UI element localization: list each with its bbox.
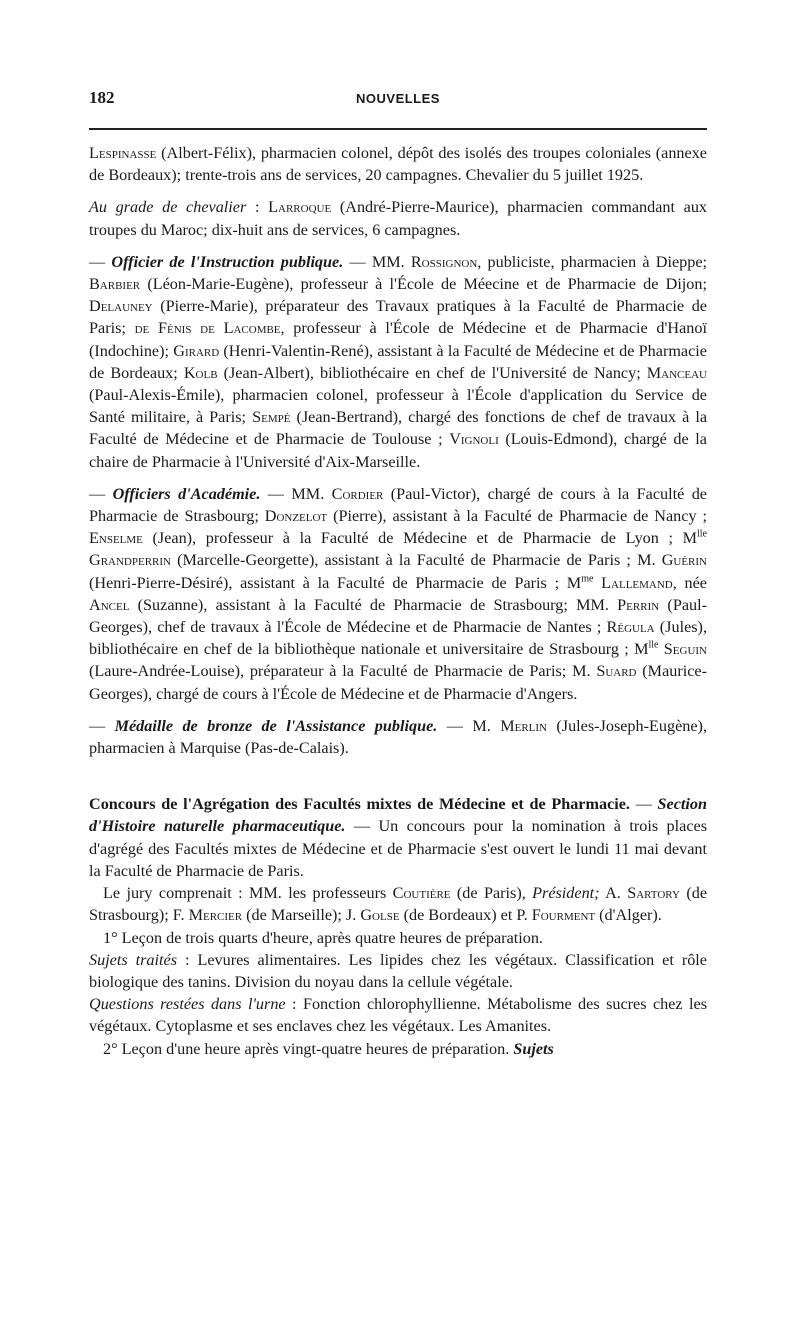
paragraph-lecon-2: 2° Leçon d'une heure après vingt-quatre heures de préparation. Sujets xyxy=(103,1039,554,1058)
paragraph-sujets-traites: Sujets traités : Levures alimentaires. Les lipides chez les végétaux. Classification et rôle biologique des tanins. Division du noyau dans la cellule végétale. xyxy=(89,950,707,991)
paragraph-chevalier: Au grade de chevalier : Larroque (André-Pierre-Maurice), pharmacien commandant aux troupes du Maroc; dix-huit ans de services, 6 campagnes. xyxy=(89,198,708,239)
document-page xyxy=(89,88,707,1060)
paragraph-lespinasse: Lespinasse (Albert-Félix), pharmacien colonel, dépôt des isolés des troupes coloniales (annexe de Bordeaux); trente-trois ans de services, 20 campagnes. Chevalier du 5 juillet 1925. xyxy=(89,144,707,185)
section-heading: Officiers d'Académie. xyxy=(112,484,261,503)
paragraph-instruction-publique: — Officier de l'Instruction publique. — MM. Rossignon, publiciste, pharmacien à Dieppe; Barbier (Léon-Marie-Eugène), professeur à l'École de Méecine et de Pharmacie de Dijon; Delauney (Pierre-Marie), préparateur des Travaux pratiques à la Faculté de Pharmacie de Paris; de Fénis de Lacombe, professeur à l'École de Médecine et de Pharmacie d'Hanoï (Indochine); Girard (Henri-Valentin-René), assistant à la Faculté de Médecine et de Pharmacie de Bordeaux; Kolb (Jean-Albert), bibliothécaire en chef de l'Université de Nancy; Manceau (Paul-Alexis-Émile), pharmacien colonel, professeur à l'École d'application du Service de Santé militaire, à Paris; Sempé (Jean-Bertrand), chargé des fonctions de chef de travaux à la Faculté de Médecine et de Pharmacie de Toulouse ; Vignoli (Louis-Edmond), chargé de la chaire de Pharmacie à l'Université d'Aix-Marseille. xyxy=(89,252,707,471)
paragraph-officiers-academie: — Officiers d'Académie. — MM. Cordier (Paul-Victor), chargé de cours à la Faculté de Pharmacie de Strasbourg; Donzelot (Pierre), assistant à la Faculté de Pharmacie de Nancy ; Enselme (Jean), professeur à la Faculté de Médecine et de Pharmacie de Lyon ; $M^{lle}$ Grandperrin (Marcelle-Georgette), assistant à la Faculté de Pharmacie de Paris ; M. Guérin (Henri-Pierre-Désiré), assistant à la Faculté de Pharmacie de Paris ; $M^{me}$ Lallemand, née Ancel (Suzanne), assistant à la Faculté de Pharmacie de Strasbourg; MM. Perrin (Paul-Georges), chef de travaux à l'École de Médecine et de Pharmacie de Nantes ; Régula (Jules), bibliothécaire en chef de la bibliothèque nationale et universitaire de Strasbourg ; $M^{lle}$ Seguin (Laure-Andrée-Louise), préparateur à la Faculté de Pharmacie de Paris; M. Suard (Maurice-Georges), chargé de cours à l'École de Médecine et de Pharmacie d'Angers. xyxy=(89,484,707,703)
page-number: 182 xyxy=(89,88,115,107)
paragraph-concours: Concours de l'Agrégation des Facultés mixtes de Médecine et de Pharmacie. — Section d'Histoire naturelle pharmaceutique. — Un concours pour la nomination à trois places d'agrégé des Facultés mixtes de Médecine et de Pharmacie s'est ouvert le lundi 11 mai devant la Faculté de Pharmacie de Paris. xyxy=(89,795,708,880)
paragraph-jury: Le jury comprenait : MM. les professeurs Coutière (de Paris), Président; A. Sartory (de Strasbourg); F. Mercier (de Marseille); J. Golse (de Bordeaux) et P. Fourment (d'Alger). xyxy=(89,884,708,925)
paragraph-lecon-1: 1° Leçon de trois quarts d'heure, après quatre heures de préparation. xyxy=(103,928,543,947)
section-subheading: Section d'Histoire naturelle pharmaceutique. xyxy=(89,795,708,836)
page-header xyxy=(89,88,707,112)
paragraph-questions-urne: Questions restées dans l'urne : Fonction chlorophyllienne. Métabolisme des sucres chez les végétaux. Cytoplasme et ses enclaves chez les végétaux. Les Amanites. xyxy=(89,995,708,1036)
article-heading: Concours de l'Agrégation des Facultés mixtes de Médecine et de Pharmacie. xyxy=(89,795,630,814)
header-rule xyxy=(89,128,707,130)
paragraph-medaille-bronze: — Médaille de bronze de l'Assistance publique. — M. Merlin (Jules-Joseph-Eugène), pharmacien à Marquise (Pas-de-Calais). xyxy=(89,716,707,758)
running-title: NOUVELLES xyxy=(356,91,440,106)
section-heading: Médaille de bronze de l'Assistance publique. xyxy=(114,716,438,735)
section-heading: Officier de l'Instruction publique. xyxy=(111,252,344,271)
